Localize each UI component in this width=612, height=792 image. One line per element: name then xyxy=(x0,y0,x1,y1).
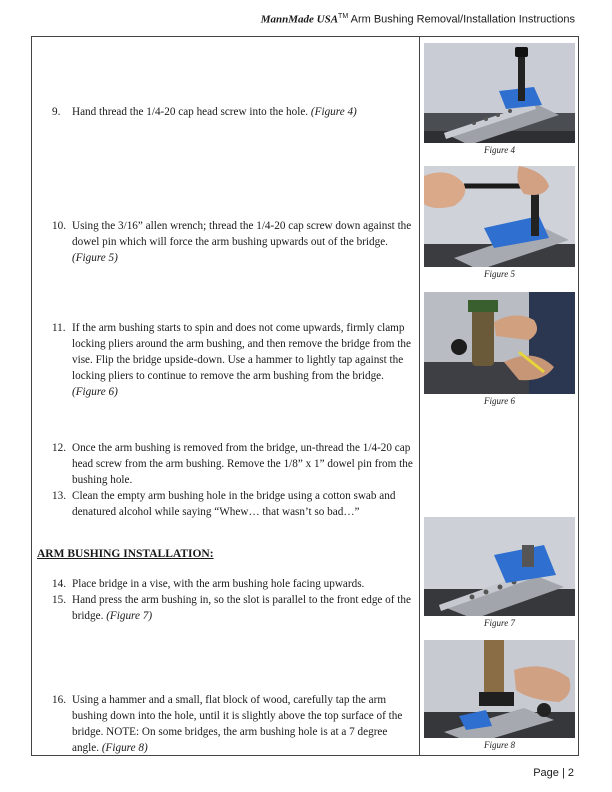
figure-reference: (Figure 8) xyxy=(101,742,148,754)
step-16 xyxy=(52,692,414,756)
step-number: 15. xyxy=(52,594,66,606)
step-11 xyxy=(52,320,414,400)
figure-reference: (Figure 6) xyxy=(72,386,118,398)
step-text: Place bridge in a vise, with the arm bushing hole facing upwards. xyxy=(72,578,365,590)
figure-8-photo xyxy=(424,640,575,738)
section-title: ARM BUSHING INSTALLATION: xyxy=(37,548,214,560)
step-15 xyxy=(52,592,414,624)
step-text: Using the 3/16” allen wrench; thread the 1/4-20 cap screw down against the dowel pin which will force the arm bushing upwards out of the bridge. xyxy=(72,220,412,248)
figure-reference: (Figure 4) xyxy=(310,106,357,118)
step-13 xyxy=(52,488,414,520)
step-12 xyxy=(52,440,414,488)
figure-5-photo xyxy=(424,166,575,267)
step-text: Using a hammer and a small, flat block of wood, carefully tap the arm bushing down into the hole, until it is slightly above the top surface of the bridge. NOTE: On some bridges, the arm bushing hole is at a 7 degree angle. xyxy=(72,694,403,754)
figure-6-photo xyxy=(424,292,575,394)
figure-reference: (Figure 5) xyxy=(72,252,118,264)
figure-4-caption: Figure 4 xyxy=(484,145,515,155)
step-14 xyxy=(52,576,414,592)
step-number: 12. xyxy=(52,442,66,454)
step-text: Hand thread the 1/4-20 cap head screw into the hole. xyxy=(72,106,309,118)
step-number: 14. xyxy=(52,578,66,590)
step-number: 13. xyxy=(52,490,66,502)
document-title: Arm Bushing Removal/Installation Instructions xyxy=(350,13,575,26)
figure-7-photo xyxy=(424,517,575,616)
page-number: Page | 2 xyxy=(533,767,574,779)
step-number: 16. xyxy=(52,694,66,706)
step-text: Once the arm bushing is removed from the bridge, un-thread the 1/4-20 cap head screw from the arm bushing. Remove the 1/8” x 1” dowel pin from the bushing hole. xyxy=(72,442,413,486)
column-divider xyxy=(419,36,420,756)
step-text: Hand press the arm bushing in, so the slot is parallel to the front edge of the bridge. xyxy=(72,594,411,622)
figure-5-caption: Figure 5 xyxy=(484,269,515,279)
step-number: 10. xyxy=(52,220,66,232)
trademark-mark: TM xyxy=(338,13,349,20)
figure-6-caption: Figure 6 xyxy=(484,396,515,406)
step-10 xyxy=(52,218,414,266)
step-text: If the arm bushing starts to spin and does not come upwards, firmly clamp locking pliers around the arm bushing, and then remove the bridge from the vise. Flip the bridge upside-down. Use a hammer to lightly tap against the locking pliers to continue to remove the arm bushing from the bridge. xyxy=(72,322,411,382)
page-header xyxy=(261,13,575,26)
figure-8-caption: Figure 8 xyxy=(484,740,515,750)
step-number: 9. xyxy=(52,106,61,118)
figure-reference: (Figure 7) xyxy=(106,610,153,622)
step-text: Clean the empty arm bushing hole in the bridge using a cotton swab and denatured alcohol while saying “Whew… that wasn’t so bad…” xyxy=(72,490,396,518)
figure-7-caption: Figure 7 xyxy=(484,618,515,628)
step-number: 11. xyxy=(52,322,66,334)
brand-name: MannMade USA xyxy=(260,13,339,26)
step-9 xyxy=(52,104,414,120)
figure-4-photo xyxy=(424,43,575,143)
